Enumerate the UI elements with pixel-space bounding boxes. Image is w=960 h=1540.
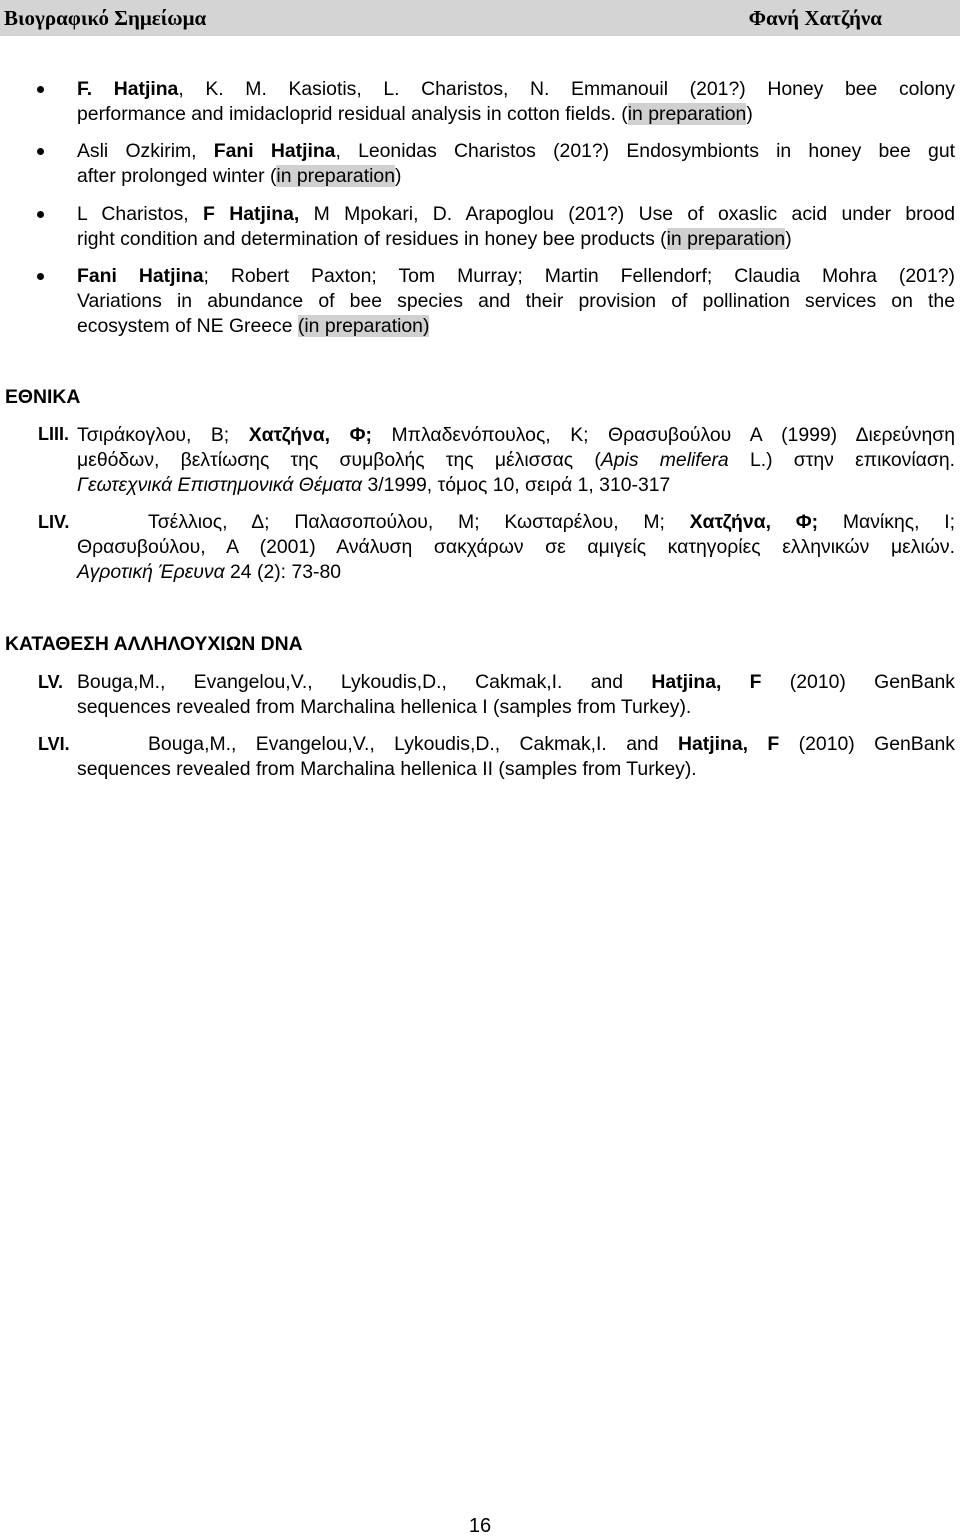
author-highlight: Χατζήνα, Φ;: [248, 424, 372, 446]
entry-text: Θρασυβούλου, Α (2001) Ανάλυση σακχάρων σε αμιγείς κατηγορίες ελληνικών μελιών.: [77, 536, 955, 558]
entry-text: 3/1999, τόμος 10, σειρά 1, 310-317: [362, 474, 671, 496]
entry-text: ): [785, 228, 792, 250]
entry-line: [77, 423, 955, 448]
journal-name: Αγροτική Έρευνα: [77, 561, 225, 583]
status-highlight: in preparation: [666, 228, 786, 250]
entry-line: [77, 670, 955, 695]
entry-text: ecosystem of NE Greece: [77, 315, 298, 337]
entry-text: , K. M. Kasiotis, L. Charistos, N. Emmanouil (201?) Honey bee colony: [178, 78, 956, 100]
entry-line: [77, 757, 955, 782]
bullet-icon: [37, 86, 44, 93]
section-title-national: ΕΘΝΙΚΑ: [5, 386, 81, 408]
author-highlight: Χατζήνα, Φ;: [689, 511, 819, 533]
entry-line: [77, 102, 955, 127]
document-title: Βιογραφικό Σημείωμα: [4, 6, 207, 30]
status-highlight: in preparation: [627, 103, 747, 125]
entry-line: [77, 695, 955, 720]
entry-text: 24 (2): 73-80: [224, 561, 342, 583]
publication-entry-continued: [77, 757, 955, 782]
entry-line: [77, 289, 955, 314]
entry-line: [77, 314, 955, 339]
publication-entry-continued: [77, 535, 955, 585]
entry-line: [77, 164, 955, 189]
entry-text: Bouga,M., Evangelou,V., Lykoudis,D., Cakmak,I. and: [148, 733, 678, 755]
bullet-icon: [37, 273, 44, 280]
entry-text: Τσέλλιος, Δ; Παλασοπούλου, Μ; Κωσταρέλου, Μ;: [148, 511, 690, 533]
section-title-dna: ΚΑΤΑΘΕΣΗ ΑΛΛΗΛΟΥΧΙΩΝ DNA: [5, 633, 303, 655]
entry-line: [148, 732, 955, 757]
publication-entry: [148, 732, 955, 757]
entry-text: Μπλαδενόπουλος, Κ; Θρασυβούλου Α (1999) Διερεύνηση: [371, 424, 955, 446]
publication-entry: [77, 423, 955, 448]
publication-entry: [77, 264, 955, 339]
publication-entry: [77, 202, 955, 252]
entry-text: L.) στην επικονίαση.: [728, 449, 956, 471]
entry-text: Τσιράκογλου, Β;: [77, 424, 249, 446]
entry-text: sequences revealed from Marchalina hellenica II (samples from Turkey).: [77, 758, 697, 780]
entry-text: ): [746, 103, 753, 125]
entry-text: Bouga,M., Evangelou,V., Lykoudis,D., Cakmak,I. and: [77, 671, 652, 693]
species-name: Apis melifera: [600, 449, 729, 471]
entry-text: ; Robert Paxton; Tom Murray; Martin Fellendorf; Claudia Mohra (201?): [203, 265, 955, 287]
entry-line: [77, 227, 955, 252]
status-highlight: in preparation: [276, 165, 395, 187]
publication-entry: [77, 670, 955, 720]
entry-text: , Leonidas Charistos (201?) Endosymbionts in honey bee gut: [335, 140, 955, 162]
entry-text: after prolonged winter (: [77, 165, 277, 187]
entry-text: ): [395, 165, 402, 187]
author-highlight: Hatjina, F: [677, 733, 780, 755]
entry-line: [77, 77, 955, 102]
entry-line: [77, 560, 955, 585]
entry-text: M Mpokari, D. Arapoglou (201?) Use of oxaslic acid under brood: [299, 203, 955, 225]
entry-number: LIV.: [38, 512, 70, 532]
entry-text: performance and imidacloprid residual analysis in cotton fields. (: [77, 103, 628, 125]
author-highlight: Fani Hatjina: [213, 140, 336, 162]
entry-text: right condition and determination of residues in honey bee products (: [77, 228, 667, 250]
entry-text: (2010) GenBank: [761, 671, 955, 693]
entry-line: [77, 264, 955, 289]
entry-text: sequences revealed from Marchalina hellenica I (samples from Turkey).: [77, 696, 692, 718]
entry-text: μεθόδων, βελτίωσης της συμβολής της μέλισσας (: [77, 449, 601, 471]
publication-entry: [148, 510, 955, 535]
entry-text: Asli Ozkirim,: [77, 140, 214, 162]
entry-text: Variations in abundance of bee species and their provision of pollination services on the: [77, 290, 955, 312]
journal-name: Γεωτεχνικά Επιστημονικά Θέματα: [77, 474, 363, 496]
bullet-icon: [37, 148, 44, 155]
author-highlight: Fani Hatjina: [77, 265, 204, 287]
author-highlight: F. Hatjina: [77, 78, 179, 100]
entry-number: LV.: [38, 672, 64, 692]
author-name: Φανή Χατζήνα: [748, 6, 882, 30]
page-header: [0, 0, 960, 36]
entry-number: LVI.: [38, 734, 70, 754]
entry-line: [77, 473, 955, 498]
entry-text: Μανίκης, Ι;: [818, 511, 955, 533]
entry-line: [148, 510, 955, 535]
publication-entry: [77, 77, 955, 127]
bullet-icon: [37, 211, 44, 218]
page-number: 16: [468, 1515, 492, 1537]
author-highlight: Hatjina, F: [651, 671, 762, 693]
entry-text: L Charistos,: [77, 203, 204, 225]
entry-line: [77, 535, 955, 560]
entry-text: (2010) GenBank: [779, 733, 955, 755]
entry-line: [77, 139, 955, 164]
entry-line: [77, 448, 955, 473]
publication-entry: [77, 139, 955, 189]
status-highlight: (in preparation): [297, 315, 430, 337]
entry-line: [77, 202, 955, 227]
entry-number: LIII.: [38, 424, 69, 444]
publication-entry-continued: [77, 448, 955, 498]
author-highlight: F Hatjina,: [203, 203, 300, 225]
